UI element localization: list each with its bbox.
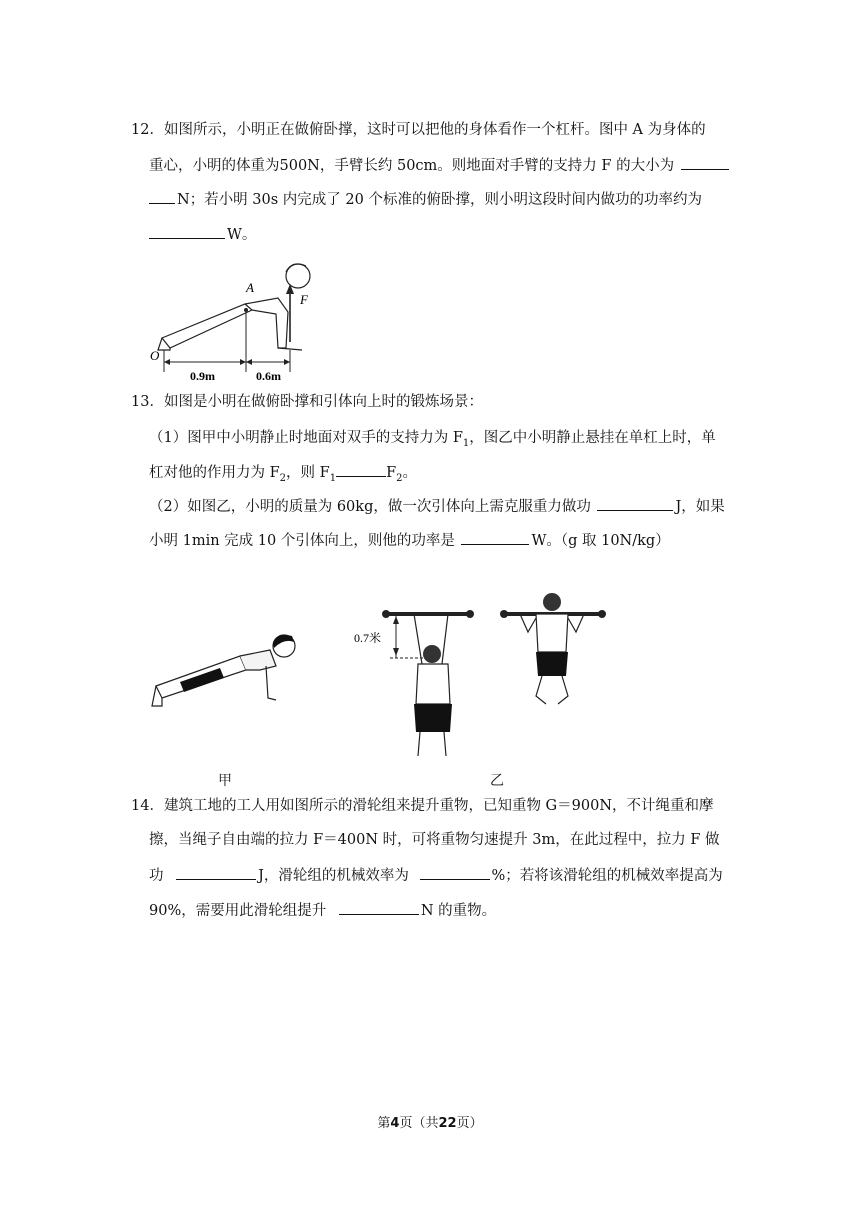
- sub-2a: 2: [279, 472, 287, 484]
- force-arrowhead: [286, 284, 294, 294]
- hand: [278, 348, 302, 350]
- q13-line-2-text-a: （1）图甲中小明静止时地面对双手的支持力为 F: [149, 430, 463, 446]
- label-a: A: [246, 280, 254, 295]
- q12-line-3-text: N；若小明 30s 内完成了 20 个标准的俯卧撑，则小明这段时间内做功的功率约为: [177, 192, 702, 208]
- head-left: [423, 645, 441, 663]
- dim-label-2: 0.6m: [256, 369, 281, 383]
- q12-line-2-text: 重心，小明的体重为500N，手臂长约 50cm。则地面对手臂的支持力 F 的大小为: [149, 158, 675, 174]
- answer-blank-q12-power[interactable]: [149, 224, 225, 239]
- answer-blank-q13-compare[interactable]: [336, 462, 386, 477]
- sub-2b: 2: [396, 472, 403, 484]
- height-label: 0.7米: [354, 631, 382, 645]
- shirt: [240, 650, 276, 670]
- label-o: O: [150, 348, 160, 363]
- body-outline: [162, 304, 252, 348]
- q13-line-1: 13．如图是小明在做俯卧撑和引体向上时的锻炼场景：: [131, 394, 483, 410]
- legs-left: [418, 732, 446, 756]
- q13-line-3-text-a: 杠对他的作用力为 F: [149, 465, 280, 481]
- q14-line-1: 14．建筑工地的工人用如图所示的滑轮组来提升重物，已知重物 G＝900N，不计绳重和摩: [131, 798, 714, 814]
- arm: [266, 666, 276, 700]
- q14-line-4-text-a: 90%，需要用此滑轮组提升: [149, 903, 327, 919]
- torso-left: [416, 664, 450, 704]
- torso-arm: [245, 298, 288, 348]
- caption-jia: 甲: [218, 773, 232, 789]
- answer-blank-q14-work[interactable]: [176, 865, 256, 880]
- q13-line-2-text-b: ，图乙中小明静止悬挂在单杠上时，单: [469, 430, 716, 446]
- q14-line-3-text-a: 功: [149, 868, 164, 884]
- footer-page-number: 4: [390, 1116, 400, 1131]
- pushup-lever-figure: [140, 252, 320, 384]
- shorts: [180, 668, 224, 692]
- dim-label-1: 0.9m: [190, 369, 215, 383]
- q14-line-3-text-c: %；若将该滑轮组的机械效率提高为: [491, 868, 723, 884]
- sub-1b: 1: [329, 472, 337, 484]
- q14-line-4-text-b: N 的重物。: [420, 903, 497, 919]
- q12-line-2: [149, 155, 731, 176]
- q14-line-4: [149, 900, 496, 921]
- q13-line-3: 杠对他的作用力为 $F_2$，则 $F_1$ $F_2$。: [149, 462, 417, 489]
- q13-line-5: [149, 530, 670, 551]
- footer-total-pages: 22: [438, 1116, 457, 1131]
- q13-line-3-text-b: ，则 F: [286, 465, 330, 481]
- q13-line-2: [149, 428, 716, 454]
- sub-1: 1: [462, 437, 470, 449]
- q13-line-4-text-a: （2）如图乙，小明的质量为 60kg，做一次引体向上需克服重力做功: [149, 499, 591, 515]
- q12-line-3: [149, 189, 702, 210]
- q13-line-5-text-b: W。（g 取 10N/kg）: [531, 533, 670, 549]
- legs-right: [536, 676, 568, 704]
- shorts-right: [536, 652, 568, 676]
- torso-right: [536, 614, 568, 652]
- q14-line-2: 擦，当绳子自由端的拉力 F＝400N 时，可将重物匀速提升 3m，在此过程中，拉力 F 做: [149, 832, 720, 848]
- hair: [286, 264, 306, 272]
- head-right: [543, 593, 561, 611]
- q14-line-3: [149, 865, 723, 886]
- label-f: F: [300, 292, 308, 307]
- answer-blank-q13-work[interactable]: [597, 496, 673, 511]
- shorts-left: [414, 704, 452, 732]
- answer-blank-q13-power[interactable]: [461, 530, 529, 545]
- footer-pre: 第: [377, 1116, 391, 1131]
- q13-line-4: [149, 496, 725, 517]
- caption-yi: 乙: [490, 773, 504, 789]
- q12-line-1: 12．如图所示，小明正在做俯卧撑，这时可以把他的身体看作一个杠杆。图中 A 为身体的: [131, 122, 706, 138]
- pushup-figure-jia: [150, 626, 310, 718]
- q13-line-4-text-b: J，如果: [675, 499, 725, 515]
- answer-blank-q14-efficiency[interactable]: [420, 865, 490, 880]
- footer-post: 页）: [456, 1116, 483, 1131]
- answer-blank-q14-weight[interactable]: [339, 900, 419, 915]
- pullup-figure-yi: [352, 592, 612, 768]
- footer-mid: 页（共: [399, 1116, 439, 1131]
- answer-blank-q12-force-b[interactable]: [149, 189, 175, 204]
- q14-line-3-text-b: J，滑轮组的机械效率为: [258, 868, 409, 884]
- answer-blank-q12-force-a[interactable]: [681, 155, 729, 170]
- center-of-mass-dot: [244, 308, 248, 312]
- page-footer: [0, 1112, 860, 1131]
- q12-line-4: [149, 224, 256, 245]
- q13-line-5-text-a: 小明 1min 完成 10 个引体向上，则他的功率是: [149, 533, 455, 549]
- q12-line-4-text: W。: [227, 227, 257, 243]
